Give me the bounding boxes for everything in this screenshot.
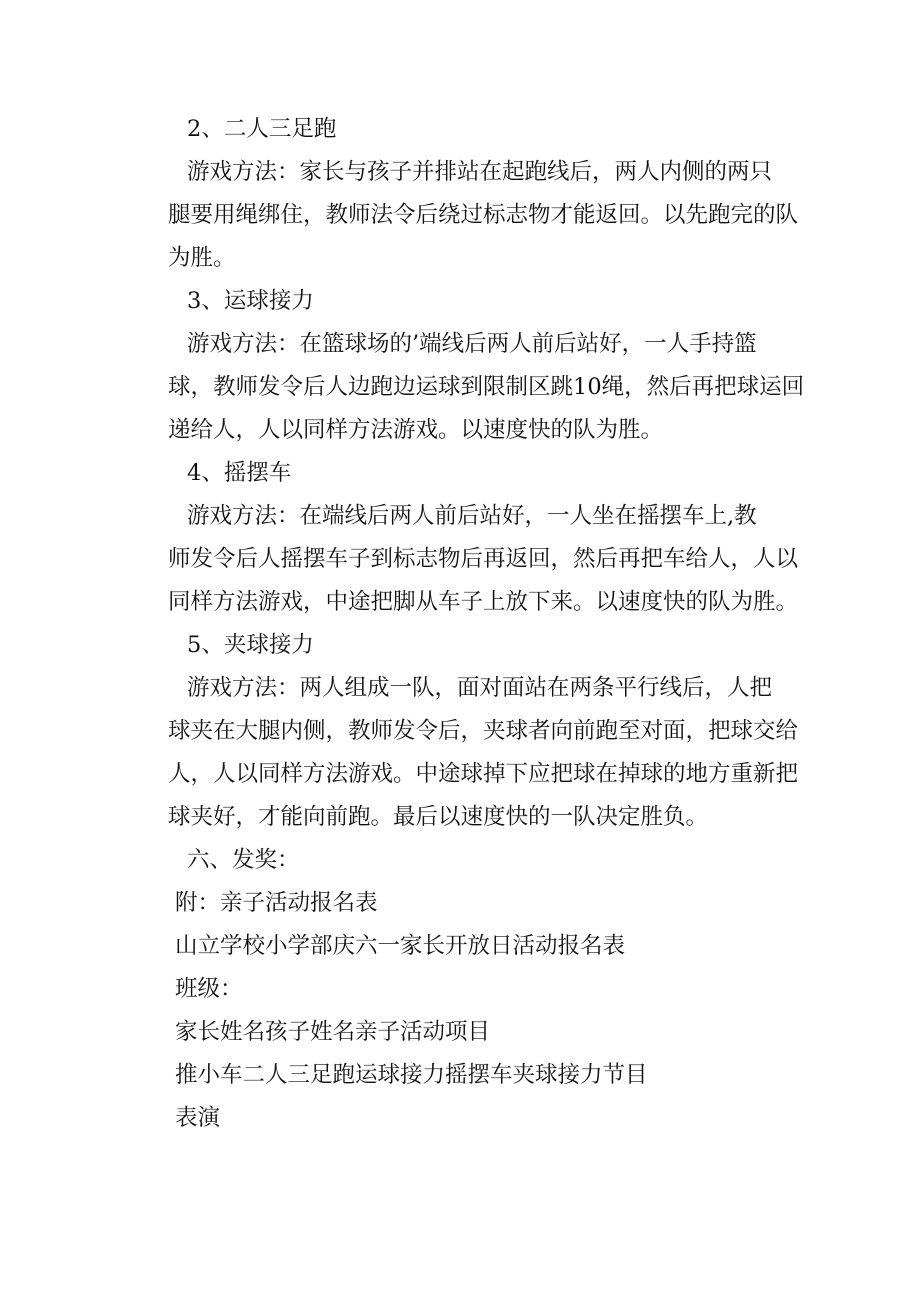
heading-ball-clamp-relay: 5、夹球接力 <box>187 632 314 658</box>
paragraph-line: 为胜。 <box>168 245 236 271</box>
paragraph-line: 递给人，人以同样方法游戏。以速度快的队为胜。 <box>168 417 664 443</box>
heading-dribble-relay: 3、运球接力 <box>187 288 314 314</box>
paragraph-line: 游戏方法：两人组成一队，面对面站在两条平行线后，人把 <box>187 675 773 701</box>
paragraph-line: 游戏方法：家长与孩子并排站在起跑线后，两人内侧的两只 <box>187 159 773 185</box>
heading-three-legged-race: 2、二人三足跑 <box>187 116 337 142</box>
heading-rocking-car: 4、摇摆车 <box>187 460 292 486</box>
paragraph-line: 球夹好，才能向前跑。最后以速度快的一队决定胜负。 <box>168 804 709 830</box>
paragraph-line: 游戏方法：在篮球场的’端线后两人前后站好，一人手持篮 <box>187 331 757 357</box>
form-title: 山立学校小学部庆六一家长开放日活动报名表 <box>175 933 626 959</box>
paragraph-line: 球夹在大腿内侧，教师发令后，夹球者向前跑至对面，把球交给 <box>168 718 799 744</box>
paragraph-line: 师发令后人摇摆车子到标志物后再返回，然后再把车给人，人以 <box>168 546 799 572</box>
paragraph-line: 游戏方法：在端线后两人前后站好，一人坐在摇摆车上,教 <box>187 503 757 529</box>
form-column-headers: 家长姓名孩子姓名亲子活动项目 <box>175 1019 491 1045</box>
form-performance: 表演 <box>175 1105 221 1131</box>
form-activity-list: 推小车二人三足跑运球接力摇摆车夹球接力节目 <box>175 1062 648 1088</box>
paragraph-line: 腿要用绳绑住，教师法令后绕过标志物才能返回。以先跑完的队 <box>168 202 799 228</box>
appendix-title: 附：亲子活动报名表 <box>175 890 378 916</box>
heading-awards: 六、发奖： <box>187 847 300 873</box>
paragraph-line: 人，人以同样方法游戏。中途球掉下应把球在掉球的地方重新把 <box>168 761 799 787</box>
paragraph-line: 球，教师发令后人边跑边运球到限制区跳10绳，然后再把球运回 <box>168 374 805 400</box>
form-class-label: 班级： <box>175 976 243 1002</box>
paragraph-line: 同样方法游戏，中途把脚从车子上放下来。以速度快的队为胜。 <box>168 589 799 615</box>
